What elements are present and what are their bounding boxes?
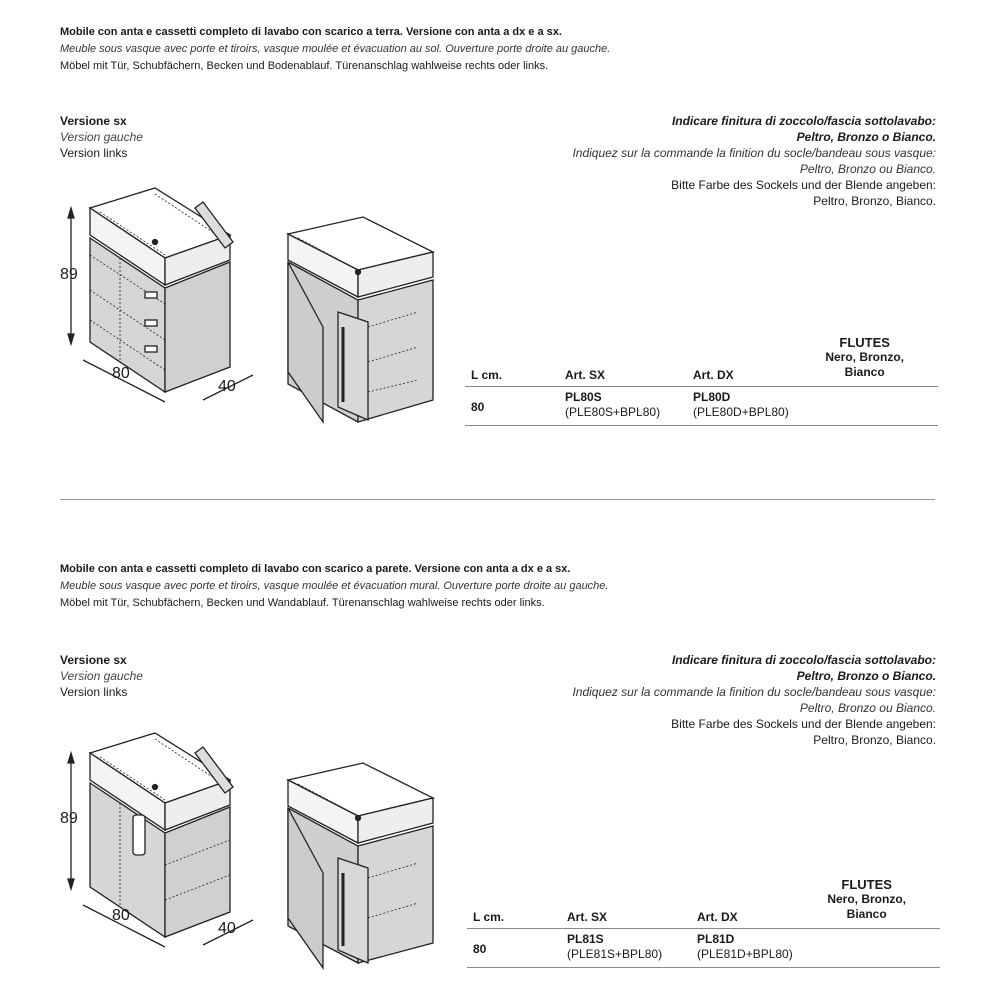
- intro-german: Möbel mit Tür, Schubfächern, Becken und Bodenablauf. Türenanschlag wahlweise rechts oder links.: [60, 60, 549, 72]
- finish-fr-2: Peltro, Bronzo ou Bianco.: [799, 162, 936, 176]
- flutes-title: FLUTES: [841, 877, 892, 892]
- version-italian: Versione sx: [60, 114, 127, 128]
- row-length: 80: [473, 942, 487, 956]
- row-sx-code: PL81S: [567, 932, 604, 946]
- col-header-flutes: [825, 335, 904, 380]
- col-header-art-sx: Art. SX: [567, 910, 608, 924]
- finish-fr-1: Indiquez sur la commande la finition du socle/bandeau sous vasque:: [572, 685, 936, 699]
- version-german: Version links: [60, 146, 128, 160]
- article-table: [467, 877, 940, 968]
- section-divider: [60, 499, 935, 500]
- intro-italian: Mobile con anta e cassetti completo di lavabo con scarico a terra. Versione con anta a dx e a sx.: [60, 26, 562, 38]
- finish-fr-1: Indiquez sur la commande la finition du socle/bandeau sous vasque:: [572, 146, 936, 160]
- finish-it-1: Indicare finitura di zoccolo/fascia sottolavabo:: [671, 114, 936, 128]
- finish-de-2: Peltro, Bronzo, Bianco.: [813, 194, 936, 208]
- cabinet-open-door-drawing: [283, 212, 438, 427]
- row-dx-code: PL81D: [697, 932, 735, 946]
- intro-french: Meuble sous vasque avec porte et tiroirs, vasque moulée et évacuation mural. Ouverture porte droite au gauche.: [60, 580, 609, 592]
- finish-fr-2: Peltro, Bronzo ou Bianco.: [799, 701, 936, 715]
- row-sx-code: PL80S: [565, 390, 602, 404]
- col-header-art-sx: Art. SX: [565, 368, 606, 382]
- finish-it-2: Peltro, Bronzo o Bianco.: [796, 130, 936, 144]
- depth-dimension-label: 40: [218, 920, 236, 937]
- version-italian: Versione sx: [60, 653, 127, 667]
- finish-de-2: Peltro, Bronzo, Bianco.: [813, 733, 936, 747]
- col-header-length: L cm.: [473, 910, 505, 924]
- flutes-colors-1: Nero, Bronzo,: [825, 350, 904, 364]
- cabinet-dimension-drawing: [55, 180, 265, 405]
- row-length: 80: [471, 400, 485, 414]
- flutes-colors-1: Nero, Bronzo,: [827, 892, 906, 906]
- article-table: [465, 335, 938, 426]
- row-sx-sub: (PLE81S+BPL80): [567, 947, 663, 961]
- version-label: [60, 113, 260, 161]
- intro-german: Möbel mit Tür, Schubfächern, Becken und Wandablauf. Türenanschlag wahlweise rechts oder links.: [60, 597, 545, 609]
- table-row: [467, 929, 940, 968]
- flutes-colors-2: Bianco: [844, 365, 885, 379]
- flutes-title: FLUTES: [839, 335, 890, 350]
- intro-italian: Mobile con anta e cassetti completo di lavabo con scarico a parete. Versione con anta a dx e a sx.: [60, 563, 571, 575]
- col-header-art-dx: Art. DX: [697, 910, 738, 924]
- cabinet-open-door-drawing: [283, 758, 438, 970]
- intro-text: [60, 561, 940, 612]
- col-header-art-dx: Art. DX: [693, 368, 734, 382]
- col-header-length: L cm.: [471, 368, 503, 382]
- table-header: [465, 335, 938, 387]
- height-dimension-label: 89: [60, 810, 78, 827]
- col-header-flutes: [827, 877, 906, 922]
- finish-instructions: [466, 113, 936, 209]
- version-label: [60, 652, 260, 700]
- version-german: Version links: [60, 685, 128, 699]
- table-header: [467, 877, 940, 929]
- depth-dimension-label: 40: [218, 378, 236, 395]
- intro-text: [60, 24, 940, 75]
- finish-de-1: Bitte Farbe des Sockels und der Blende angeben:: [671, 178, 936, 192]
- table-row: [465, 387, 938, 426]
- height-dimension-label: 89: [60, 266, 78, 283]
- flutes-colors-2: Bianco: [846, 907, 887, 921]
- finish-it-1: Indicare finitura di zoccolo/fascia sottolavabo:: [671, 653, 936, 667]
- finish-instructions: [466, 652, 936, 748]
- width-dimension-label: 80: [112, 365, 130, 382]
- row-dx-sub: (PLE80D+BPL80): [693, 405, 789, 419]
- row-sx-sub: (PLE80S+BPL80): [565, 405, 661, 419]
- row-dx-code: PL80D: [693, 390, 731, 404]
- intro-french: Meuble sous vasque avec porte et tiroirs, vasque moulée et évacuation au sol. Ouverture porte droite au gauche.: [60, 43, 611, 55]
- row-dx-sub: (PLE81D+BPL80): [697, 947, 793, 961]
- version-french: Version gauche: [60, 130, 143, 144]
- finish-it-2: Peltro, Bronzo o Bianco.: [796, 669, 936, 683]
- width-dimension-label: 80: [112, 907, 130, 924]
- version-french: Version gauche: [60, 669, 143, 683]
- finish-de-1: Bitte Farbe des Sockels und der Blende angeben:: [671, 717, 936, 731]
